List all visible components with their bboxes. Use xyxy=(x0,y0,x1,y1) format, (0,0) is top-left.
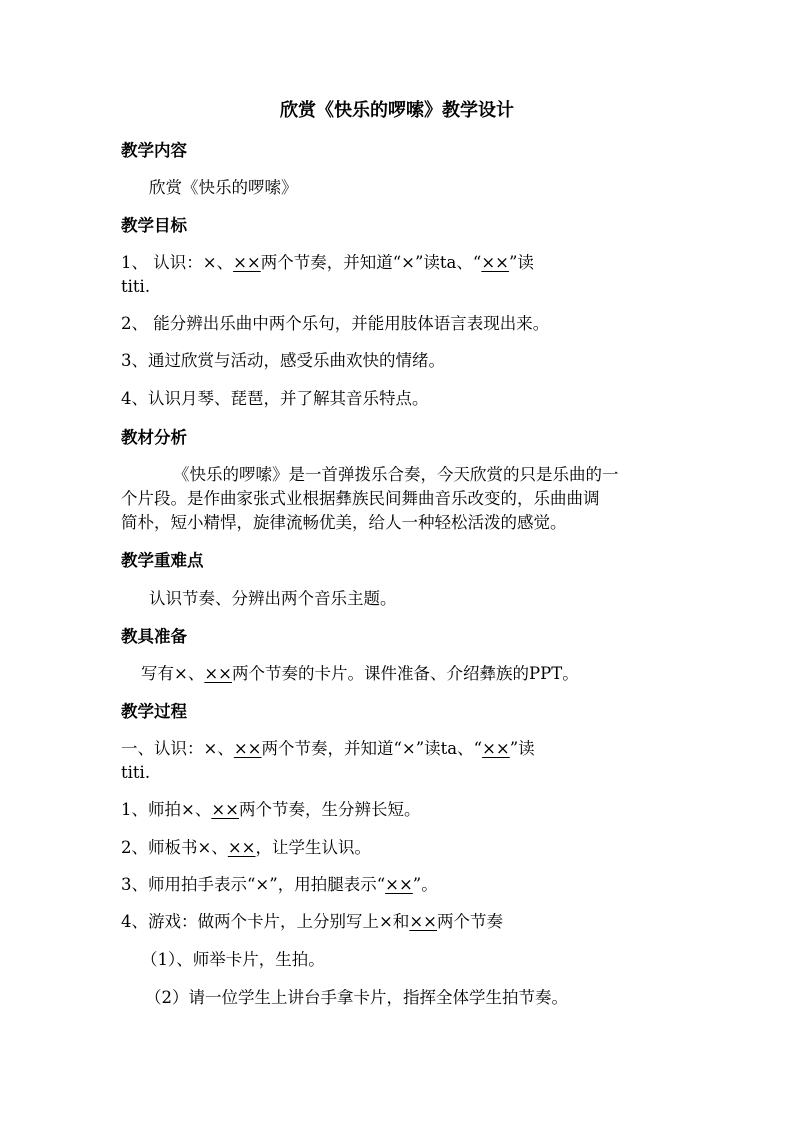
rhythm-xx: ×× xyxy=(233,739,262,758)
analysis-line-2: 个片段。是作曲家张式业根据彝族民间舞曲音乐改变的，乐曲曲调 xyxy=(121,489,600,508)
process-substep-2: （2）请一位学生上讲台手拿卡片，指挥全体学生拍节奏。 xyxy=(145,988,568,1007)
heading-teaching-goals: 教学目标 xyxy=(121,216,187,235)
rhythm-xx: ×× xyxy=(481,253,509,272)
process-step-4-prefix: 4、游戏：做两个卡片，上分别写上×和 xyxy=(121,912,410,931)
materials-text xyxy=(141,664,579,684)
goal-item-2: 2、 能分辨出乐曲中两个乐句，并能用肢体语言表现出来。 xyxy=(121,314,550,333)
materials-prefix: 写有×、 xyxy=(141,664,205,683)
heading-teaching-content: 教学内容 xyxy=(121,141,187,160)
goal-item-1-prefix: 1、 认识：×、 xyxy=(121,253,234,272)
rhythm-xx: ×× xyxy=(233,253,261,272)
heading-materials: 教具准备 xyxy=(121,627,187,646)
goal-item-1-wrap: titi. xyxy=(121,277,151,296)
process-step-0-wrap: titi. xyxy=(121,763,151,782)
goal-item-1 xyxy=(121,253,534,273)
key-points-text: 认识节奏、分辨出两个音乐主题。 xyxy=(149,589,397,608)
process-step-4 xyxy=(121,912,503,932)
process-step-3 xyxy=(121,875,438,895)
process-step-1-prefix: 1、师拍×、 xyxy=(121,800,212,819)
rhythm-xx: ×× xyxy=(227,838,256,857)
teaching-content-text: 欣赏《快乐的啰嗦》 xyxy=(149,178,298,197)
heading-material-analysis: 教材分析 xyxy=(121,428,187,447)
process-step-2-suffix: ，让学生认识。 xyxy=(255,838,371,857)
analysis-line-1: 《快乐的啰嗦》是一首弹拨乐合奏，今天欣赏的只是乐曲的一 xyxy=(173,465,619,484)
goal-item-1-suffix: ”读 xyxy=(509,253,534,272)
process-step-1-suffix: 两个节奏，生分辨长短。 xyxy=(238,800,421,819)
document-title: 欣赏《快乐的啰嗦》教学设计 xyxy=(280,100,514,121)
goal-item-4: 4、认识月琴、琵琶，并了解其音乐特点。 xyxy=(121,389,429,408)
goal-item-1-mid: 两个节奏，并知道“×”读ta、“ xyxy=(260,253,482,272)
process-step-2-prefix: 2、师板书×、 xyxy=(121,838,228,857)
process-step-4-suffix: 两个节奏 xyxy=(436,912,503,931)
process-step-3-prefix: 3、师用拍手表示“×”，用拍腿表示“ xyxy=(121,875,386,894)
rhythm-xx: ×× xyxy=(211,800,239,819)
process-step-0 xyxy=(121,739,535,759)
rhythm-xx: ×× xyxy=(204,664,232,683)
process-step-0-suffix: ”读 xyxy=(509,739,535,758)
process-step-0-prefix: 一、认识：×、 xyxy=(121,739,234,758)
heading-teaching-process: 教学过程 xyxy=(121,702,187,721)
rhythm-xx: ×× xyxy=(385,875,413,894)
process-step-1 xyxy=(121,800,420,820)
process-substep-1: （1）、师举卡片，生拍。 xyxy=(141,950,325,969)
materials-suffix: 两个节奏的卡片。课件准备、介绍彝族的PPT。 xyxy=(231,664,579,683)
rhythm-xx: ×× xyxy=(482,739,510,758)
rhythm-xx: ×× xyxy=(409,912,437,931)
process-step-0-mid: 两个节奏，并知道“×”读ta、“ xyxy=(261,739,483,758)
analysis-line-3: 简朴，短小精悍，旋律流畅优美，给人一种轻松活泼的感觉。 xyxy=(121,513,567,532)
process-step-3-suffix: ”。 xyxy=(412,875,438,894)
process-step-2 xyxy=(121,838,371,858)
goal-item-3: 3、通过欣赏与活动，感受乐曲欢快的情绪。 xyxy=(121,351,445,370)
heading-key-points: 教学重难点 xyxy=(121,551,204,570)
